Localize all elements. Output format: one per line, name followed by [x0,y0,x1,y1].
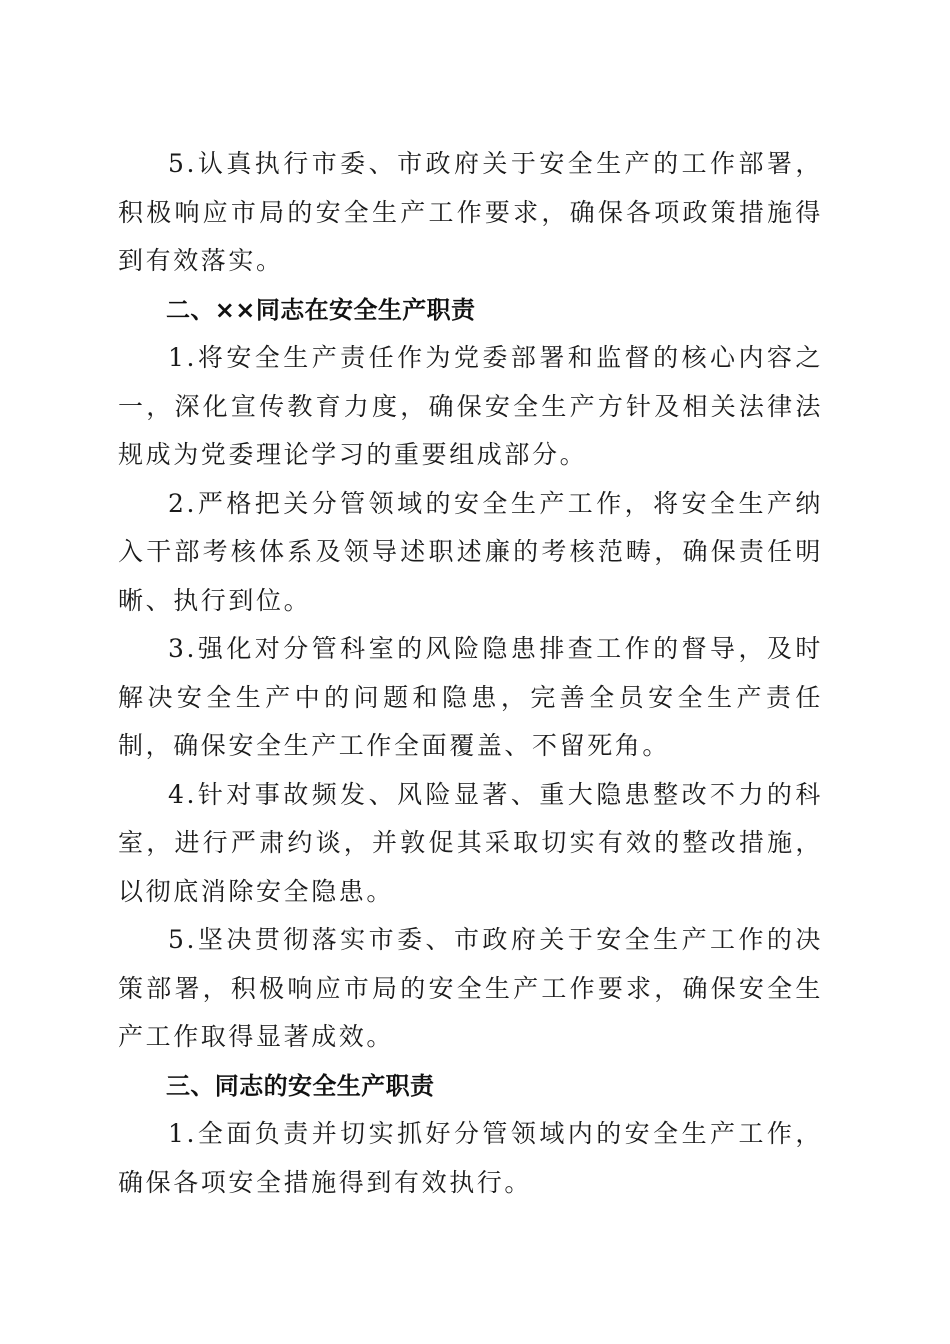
paragraph-item-2-cadre-assessment: 2.严格把关分管领域的安全生产工作，将安全生产纳入干部考核体系及领导述职述廉的考核范畴，确保责任明晰、执行到位。 [118,488,823,615]
paragraph-item-5-decision-deployment: 5.坚决贯彻落实市委、市政府关于安全生产工作的决策部署，积极响应市局的安全生产工作要求，确保安全生产工作取得显著成效。 [118,925,823,1051]
paragraph-item-3-risk-inspection: 3.强化对分管科室的风险隐患排查工作的督导，及时解决安全生产中的问题和隐患，完善全员安全生产责任制，确保安全生产工作全面覆盖、不留死角。 [118,634,823,760]
section-heading-three: 三、同志的安全生产职责 [166,1071,435,1100]
paragraph-item-1-party-committee: 1.将安全生产责任作为党委部署和监督的核心内容之一，深化宣传教育力度，确保安全生产方针及相关法律法规成为党委理论学习的重要组成部分。 [118,343,823,469]
paragraph-item-4-interviews: 4.针对事故频发、风险显著、重大隐患整改不力的科室，进行严肃约谈，并敦促其采取切实有效的整改措施，以彻底消除安全隐患。 [118,779,823,906]
paragraph-item-1-overall-responsibility: 1.全面负责并切实抓好分管领域内的安全生产工作，确保各项安全措施得到有效执行。 [118,1119,823,1197]
document-body [118,140,823,1207]
section-heading-two: 二、××同志在安全生产职责 [166,295,476,324]
paragraph-item-5-implement-deployment: 5.认真执行市委、市政府关于安全生产的工作部署，积极响应市局的安全生产工作要求，确保各项政策措施得到有效落实。 [118,149,823,275]
